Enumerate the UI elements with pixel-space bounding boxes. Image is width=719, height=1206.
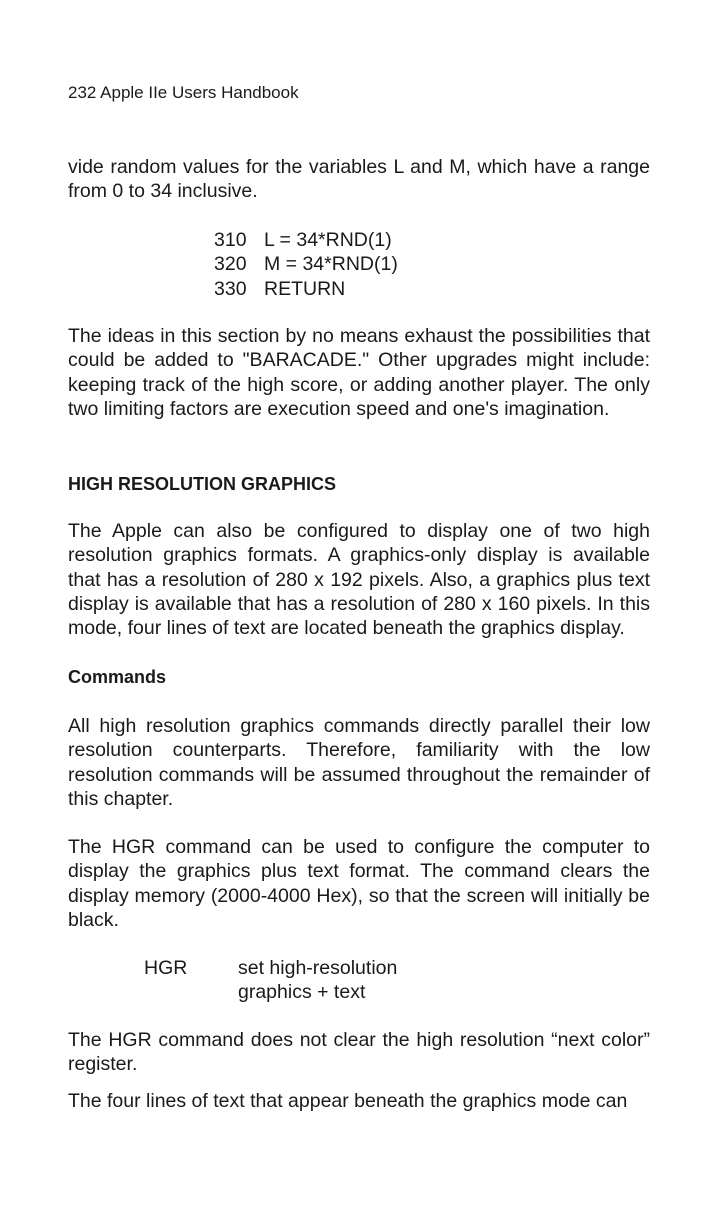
code-line [214,252,398,276]
running-head: 232 Apple IIe Users Handbook [68,83,299,102]
code-statement: RETURN [264,277,346,300]
paragraph-graphics-formats: The Apple can also be configured to display one of two high resolution graphics formats. A graphics-only display is available that has a resolution of 280 x 192 pixels. Also, a graphics plus text display is available that has a resolution of 280 x 160 pixels. In this mode, four lines of text are located beneath the graphics display. [68,520,650,640]
paragraph-hgr-command: The HGR command can be used to configure the computer to display the graphics plus text format. The command clears the display memory (2000-4000 Hex), so that the screen will initially be black. [68,836,650,931]
paragraph-commands-intro: All high resolution graphics commands directly parallel their low resolution counterparts. Therefore, familiarity with the low resolution commands will be assumed throughout the remainder of this chapter. [68,715,650,810]
subsection-heading-commands: Commands [68,667,167,687]
paragraph-upgrades: The ideas in this section by no means exhaust the possibilities that could be added to "BARACADE." Other upgrades might include: keeping track of the high score, or adding another player. The only two limiting factors are execution speed and one's imagination. [68,325,650,420]
command-description: set high-resolution graphics + text [238,957,398,1004]
paragraph-text-lines: The four lines of text that appear beneath the graphics mode can [68,1090,628,1112]
code-listing [214,228,398,301]
line-number: 330 [214,277,247,300]
code-line [214,228,398,252]
paragraph-random-values: vide random values for the variables L and M, which have a range from 0 to 34 inclusive. [68,156,650,203]
section-heading-high-resolution-graphics: HIGH RESOLUTION GRAPHICS [68,474,337,494]
line-number: 310 [214,229,247,251]
line-number: 320 [214,253,247,276]
command-name: HGR [144,957,188,979]
command-entry [144,956,438,1005]
paragraph-hgr-register: The HGR command does not clear the high resolution “next color” register. [68,1029,650,1076]
code-line [214,277,398,301]
code-statement: L = 34*RND(1) [264,229,392,251]
code-statement: M = 34*RND(1) [264,253,398,276]
